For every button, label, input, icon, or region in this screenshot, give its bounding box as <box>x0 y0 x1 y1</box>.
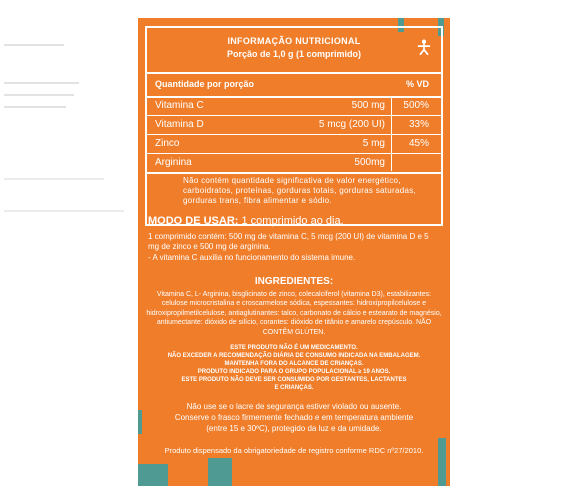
usage-label: MODO DE USAR: <box>148 215 239 227</box>
table-row <box>147 116 441 135</box>
nutrient-name: Vitamina C <box>155 100 204 111</box>
conservation-line: (entre 15 e 30ºC), protegido da luz e da umidade. <box>206 423 382 433</box>
background-texture <box>4 44 124 212</box>
person-icon <box>415 38 433 56</box>
column-divider <box>391 96 392 171</box>
nutrition-label-panel <box>138 18 450 486</box>
conservation-block <box>146 402 442 434</box>
nutrition-title: INFORMAÇÃO NUTRICIONAL <box>227 36 361 46</box>
ingredients-text: Vitamina C, L- Arginina, bisglicinato de zinco, colecalciferol (vitamina D3), estabilizantes: celulose microcristalina e croscarmelose sódica, espessantes: hidroxipropilcelulose e hidroxipropilmetilcelulose, antiaglutinantes: talco, carbonato de cálcio e estearato de magnésio, antiumectante: dióxido de silício, corantes: dióxido de titânio e amarelo crepúsculo. NÃO CONTÊM GLÚTEN. <box>146 291 442 336</box>
warning-line: MANTENHA FORA DO ALCANCE DE CRIANÇAS. <box>224 361 364 368</box>
teal-stripe <box>138 410 142 434</box>
warning-line: ESTE PRODUTO NÃO É UM MEDICAMENTO. <box>230 345 358 351</box>
usage-claim: - A vitamina C auxilia no funcionamento do sistema imune. <box>148 252 356 262</box>
teal-stripe <box>138 464 168 486</box>
nutrient-amount: 5 mg <box>362 138 385 149</box>
header-vd: % VD <box>405 79 429 89</box>
table-row <box>147 97 441 116</box>
table-row <box>147 135 441 154</box>
nutrient-amount: 500 mg <box>351 100 385 111</box>
nutrient-vd: 500% <box>403 100 429 111</box>
usage-text: 1 comprimido ao dia. <box>238 215 344 227</box>
nutrition-note: Não contém quantidade significativa de valor energético, carboidratos, proteínas, gorduras totais, gorduras saturadas, gorduras trans, fibra alimentar e sódio. <box>183 176 417 205</box>
conservation-line: Não use se o lacre de segurança estiver violado ou ausente. <box>186 402 402 411</box>
teal-stripe <box>208 458 232 486</box>
table-header <box>147 72 441 98</box>
warning-line: ESTE PRODUTO NÃO DEVE SER CONSUMIDO POR GESTANTES, LACTANTES <box>181 377 407 384</box>
ingredients-title: INGREDIENTES: <box>254 276 334 287</box>
nutrient-amount: 5 mcg (200 UI) <box>318 119 385 130</box>
warnings-block <box>144 344 444 393</box>
usage-line <box>148 215 344 227</box>
nutrient-name: Vitamina D <box>155 119 204 130</box>
conservation-line: Conserve o frasco firmemente fechado e em temperatura ambiente <box>174 412 414 422</box>
nutrient-vd: 45% <box>408 138 429 149</box>
warning-line: PRODUTO INDICADO PARA O GRUPO POPULACIONAL ≥ 19 ANOS. <box>197 369 391 376</box>
nutrient-amount: 500mg <box>354 157 385 168</box>
table-row <box>147 154 441 174</box>
nutrition-table <box>145 26 443 226</box>
nutrition-subtitle: Porção de 1,0 g (1 comprimido) <box>226 49 362 59</box>
header-quantity: Quantidade por porção <box>155 79 255 89</box>
nutrient-name: Zinco <box>155 138 180 149</box>
nutrient-name: Arginina <box>155 157 192 168</box>
warning-line: NÃO EXCEDER A RECOMENDAÇÃO DIÁRIA DE CONSUMO INDICADA NA EMBALAGEM. <box>167 353 421 360</box>
usage-contains: 1 comprimido contém: 500 mg de vitamina C, 5 mcg (200 UI) de vitamina D e 5 mg de zinco e 500 mg de arginina. <box>148 232 429 252</box>
usage-description <box>148 232 440 263</box>
nutrient-vd: 33% <box>408 119 429 130</box>
registration-footer: Produto dispensado da obrigatoriedade de registro conforme RDC nº27/2010. <box>164 446 424 455</box>
warning-line: E CRIANÇAS. <box>274 385 314 392</box>
